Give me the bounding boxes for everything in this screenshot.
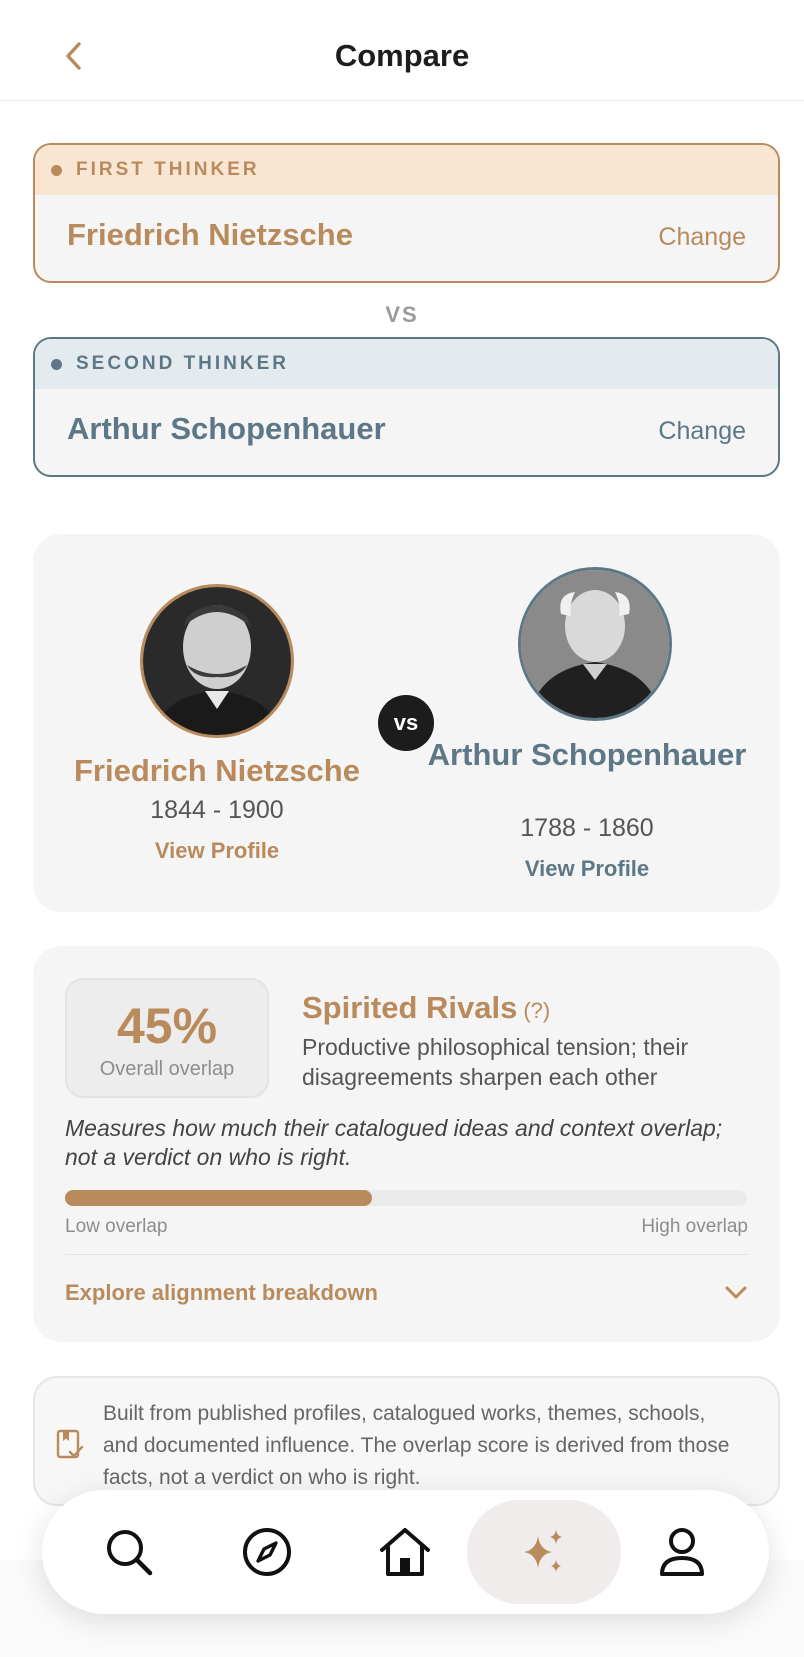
- search-icon: [103, 1526, 155, 1578]
- vs-badge: vs: [378, 695, 434, 751]
- second-thinker-label: SECOND THINKER: [76, 353, 290, 374]
- low-overlap-label: Low overlap: [65, 1216, 168, 1237]
- page-title: Compare: [334, 38, 470, 73]
- home-icon: [377, 1526, 433, 1578]
- divider: [65, 1254, 748, 1255]
- first-thinker-card: [33, 143, 780, 283]
- left-thinker-name: Friedrich Nietzsche: [74, 753, 360, 788]
- second-thinker-name: Arthur Schopenhauer: [67, 411, 386, 446]
- nietzsche-portrait: [140, 584, 294, 738]
- nav-compare[interactable]: [467, 1500, 621, 1604]
- nav-search[interactable]: [52, 1500, 206, 1604]
- nav-home[interactable]: [328, 1500, 482, 1604]
- overlap-explanation: Measures how much their catalogued ideas and context overlap; not a verdict on who is right.: [65, 1115, 723, 1170]
- relationship-help-button[interactable]: (?): [523, 998, 551, 1023]
- overlap-percent: 45%: [116, 998, 218, 1054]
- relationship-name: Spirited Rivals: [302, 990, 518, 1025]
- relationship-title: [302, 990, 550, 1026]
- overlap-percent-label: Overall overlap: [99, 1058, 235, 1080]
- source-info-text: Built from published profiles, catalogued works, themes, schools, and documented influence. The overlap score is derived from those facts, not a verdict on who is right.: [103, 1402, 730, 1489]
- bottom-nav: [42, 1490, 769, 1614]
- overlap-score-box: [65, 978, 269, 1098]
- nav-profile[interactable]: [605, 1500, 759, 1604]
- profile-icon: [658, 1526, 706, 1578]
- overlap-panel: [33, 946, 780, 1342]
- overlap-bar-fill: [65, 1190, 372, 1206]
- comparison-panel: [33, 534, 780, 912]
- second-thinker-card: [33, 337, 780, 477]
- sparkles-icon: [518, 1526, 570, 1578]
- first-thinker-header: [35, 145, 778, 195]
- right-thinker-name: Arthur Schopenhauer: [427, 737, 747, 772]
- explore-breakdown-label: Explore alignment breakdown: [65, 1280, 378, 1305]
- high-overlap-label: High overlap: [641, 1216, 748, 1237]
- bookmark-check-icon: [55, 1428, 85, 1462]
- first-thinker-name: Friedrich Nietzsche: [67, 217, 353, 252]
- top-bar: [0, 0, 804, 101]
- change-second-button[interactable]: Change: [658, 417, 746, 445]
- vs-label: VS: [385, 302, 419, 327]
- right-view-profile-link[interactable]: View Profile: [524, 856, 650, 881]
- relationship-description: Productive philosophical tension; their disagreements sharpen each other: [302, 1034, 689, 1090]
- first-thinker-label: FIRST THINKER: [76, 159, 260, 180]
- change-first-button[interactable]: Change: [658, 223, 746, 251]
- explore-breakdown-toggle[interactable]: [65, 1276, 748, 1310]
- compass-icon: [241, 1526, 293, 1578]
- right-thinker-years: 1788 - 1860: [520, 814, 654, 842]
- dot-icon: [51, 165, 62, 176]
- chevron-down-icon: [724, 1285, 748, 1301]
- left-thinker-years: 1844 - 1900: [150, 796, 284, 824]
- second-thinker-header: [35, 339, 778, 389]
- dot-icon: [51, 359, 62, 370]
- left-view-profile-link[interactable]: View Profile: [154, 838, 280, 863]
- overlap-bar: [65, 1190, 747, 1206]
- source-info-card: [33, 1376, 780, 1506]
- schopenhauer-portrait: [518, 567, 672, 721]
- nav-explore[interactable]: [190, 1500, 344, 1604]
